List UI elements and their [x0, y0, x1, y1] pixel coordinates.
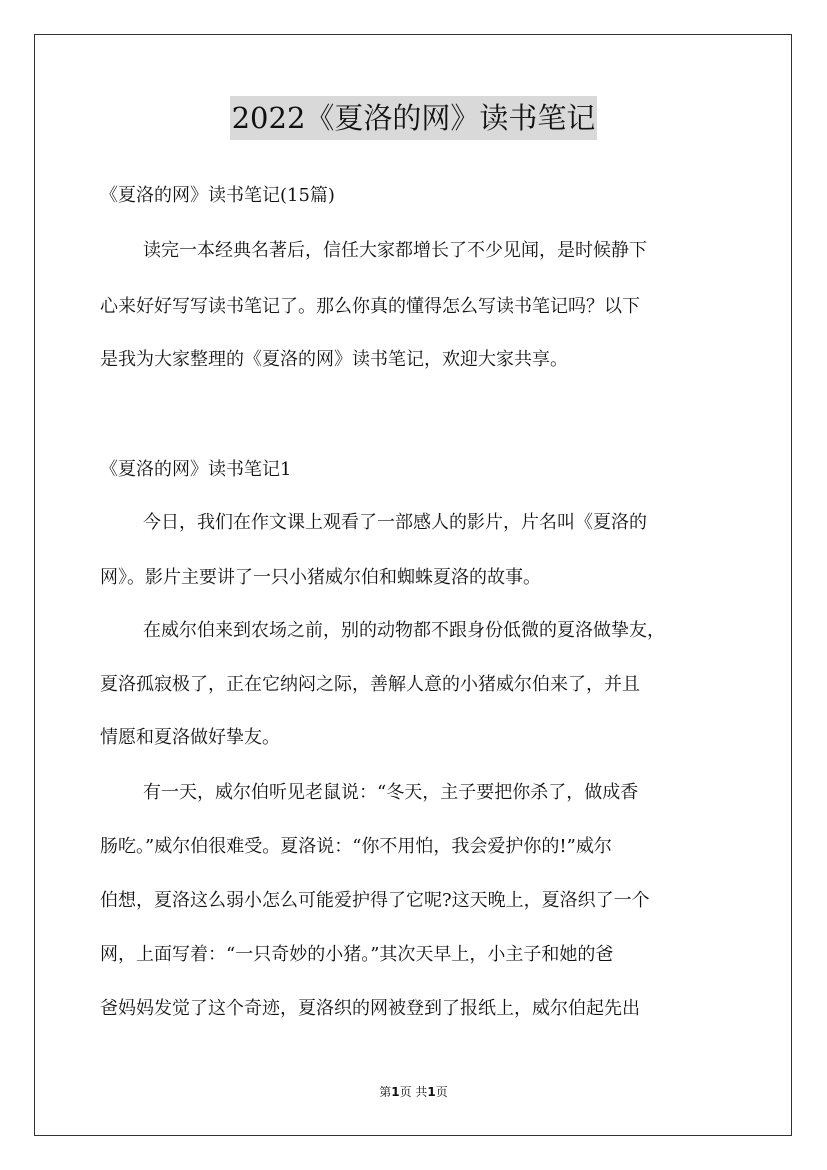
document-title: 2022《夏洛的网》读书笔记 [230, 96, 598, 140]
footer-prefix: 第 [379, 1085, 392, 1099]
title-container [0, 96, 827, 140]
intro-line-1: 读完一本经典名著后，信任大家都增长了不少见闻，是时候静下 [143, 240, 647, 261]
document-subtitle: 《夏洛的网》读书笔记(15篇) [100, 185, 335, 206]
intro-line-2: 心来好好写写读书笔记了。那么你真的懂得怎么写读书笔记吗？以下 [100, 296, 640, 317]
page-number: 1 [391, 1085, 400, 1099]
body-line-5: 情愿和夏洛做好挚友。 [100, 727, 280, 748]
footer-suffix: 页 [435, 1085, 448, 1099]
body-line-6: 有一天，威尔伯听见老鼠说：“冬天，主子要把你杀了，做成香 [143, 782, 639, 803]
body-line-10: 爸妈妈发觉了这个奇迹，夏洛织的网被登到了报纸上，威尔伯起先出 [100, 998, 640, 1019]
footer-mid: 页 共 [399, 1085, 428, 1099]
page-footer [0, 1083, 827, 1100]
body-line-3: 在威尔伯来到农场之前，别的动物都不跟身份低微的夏洛做挚友， [143, 620, 665, 641]
intro-line-3: 是我为大家整理的《夏洛的网》读书笔记，欢迎大家共享。 [100, 349, 568, 370]
section-heading: 《夏洛的网》读书笔记1 [100, 459, 292, 480]
page-total: 1 [427, 1085, 436, 1099]
body-line-4: 夏洛孤寂极了，正在它纳闷之际，善解人意的小猪威尔伯来了，并且 [100, 674, 640, 695]
body-line-1: 今日，我们在作文课上观看了一部感人的影片，片名叫《夏洛的 [143, 512, 647, 533]
body-line-9: 网，上面写着：“一只奇妙的小猪。”其次天早上，小主子和她的爸 [100, 944, 614, 965]
body-line-8: 伯想，夏洛这么弱小怎么可能爱护得了它呢?这天晚上，夏洛织了一个 [100, 890, 650, 911]
body-line-7: 肠吃。”威尔伯很难受。夏洛说：“你不用怕，我会爱护你的!”威尔 [100, 836, 612, 857]
body-line-2: 网》。影片主要讲了一只小猪威尔伯和蜘蛛夏洛的故事。 [100, 567, 541, 588]
